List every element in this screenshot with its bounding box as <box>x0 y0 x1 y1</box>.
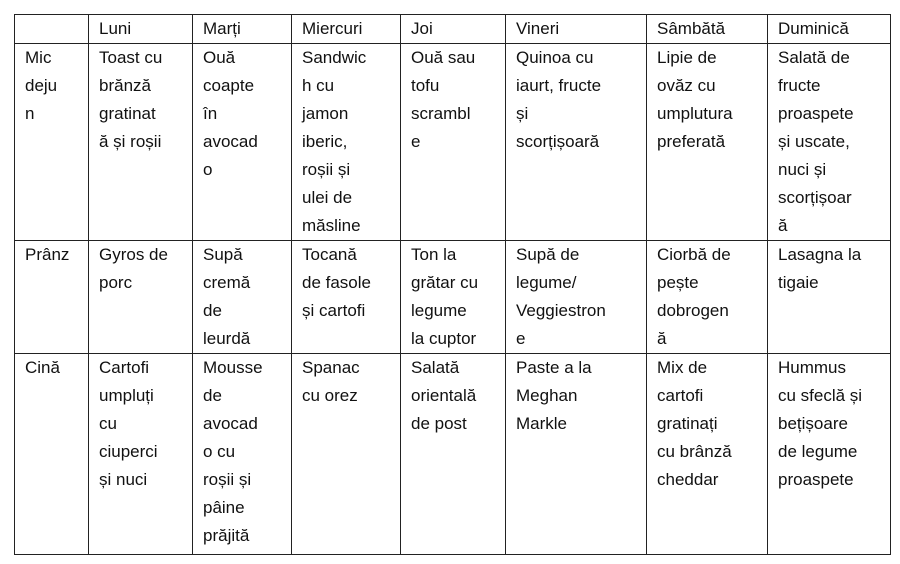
row-label: Cină <box>15 354 89 555</box>
table-cell: Quinoa cu iaurt, fructe și scorțișoară <box>506 44 647 241</box>
table-cell: Salată orientală de post <box>401 354 506 555</box>
table-cell: Spanac cu orez <box>292 354 401 555</box>
header-cell-vineri: Vineri <box>506 15 647 44</box>
table-cell: Ouă sau tofu scrambl e <box>401 44 506 241</box>
table-cell: Mousse de avocad o cu roșii și pâine prăjită <box>193 354 292 555</box>
header-cell-sambata: Sâmbătă <box>647 15 768 44</box>
header-cell-miercuri: Miercuri <box>292 15 401 44</box>
table-cell: Paste a la Meghan Markle <box>506 354 647 555</box>
table-cell: Supă de legume/ Veggiestron e <box>506 241 647 354</box>
table-cell: Sandwic h cu jamon iberic, roșii și ulei de măsline <box>292 44 401 241</box>
table-row-pranz <box>15 241 891 354</box>
table-row-mic-dejun <box>15 44 891 241</box>
row-label: Mic deju n <box>15 44 89 241</box>
table-cell: Cartofi umpluți cu ciuperci și nuci <box>89 354 193 555</box>
table-cell: Lasagna la tigaie <box>768 241 891 354</box>
header-cell-duminica: Duminică <box>768 15 891 44</box>
table-cell: Salată de fructe proaspete și uscate, nuci și scorțișoar ă <box>768 44 891 241</box>
table-cell: Ciorbă de pește dobrogen ă <box>647 241 768 354</box>
table-cell: Hummus cu sfeclă și bețișoare de legume proaspete <box>768 354 891 555</box>
header-cell-joi: Joi <box>401 15 506 44</box>
table-cell: Toast cu brănză gratinat ă și roșii <box>89 44 193 241</box>
table-cell: Gyros de porc <box>89 241 193 354</box>
table-cell: Ouă coapte în avocad o <box>193 44 292 241</box>
table-cell: Mix de cartofi gratinați cu brânză cheddar <box>647 354 768 555</box>
header-cell-empty <box>15 15 89 44</box>
table-cell: Lipie de ovăz cu umplutura preferată <box>647 44 768 241</box>
meal-plan-table <box>14 14 891 555</box>
table-cell: Ton la grătar cu legume la cuptor <box>401 241 506 354</box>
header-cell-luni: Luni <box>89 15 193 44</box>
row-label: Prânz <box>15 241 89 354</box>
table-cell: Supă cremă de leurdă <box>193 241 292 354</box>
table-cell: Tocană de fasole și cartofi <box>292 241 401 354</box>
header-cell-marti: Marți <box>193 15 292 44</box>
table-row-cina <box>15 354 891 555</box>
header-row <box>15 15 891 44</box>
